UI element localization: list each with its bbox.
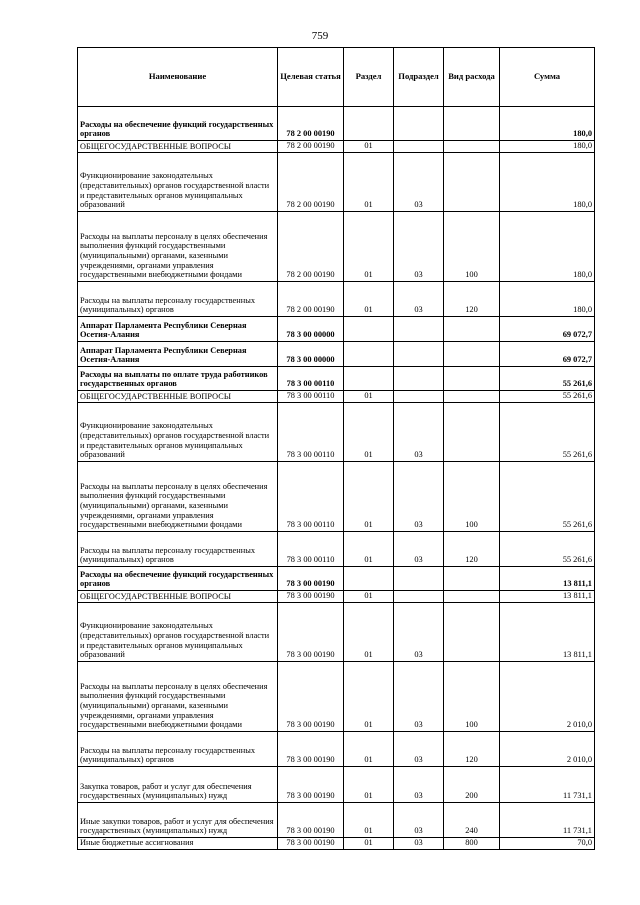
cell-expense-type bbox=[444, 107, 500, 141]
cell-section: 01 bbox=[344, 767, 394, 803]
cell-section: 01 bbox=[344, 141, 394, 153]
cell-expense-type bbox=[444, 603, 500, 662]
header-expense-type: Вид расхода bbox=[444, 48, 500, 107]
cell-section bbox=[344, 567, 394, 591]
cell-sum: 70,0 bbox=[500, 838, 595, 850]
cell-sum: 13 811,1 bbox=[500, 567, 595, 591]
table-row bbox=[78, 212, 595, 282]
cell-name: Расходы на выплаты персоналу государственных (муниципальных) органов bbox=[78, 732, 278, 767]
cell-name: Аппарат Парламента Республики Северная Осетия-Алания bbox=[78, 342, 278, 367]
cell-expense-type bbox=[444, 342, 500, 367]
cell-name: Аппарат Парламента Республики Северная Осетия-Алания bbox=[78, 317, 278, 342]
table-row bbox=[78, 732, 595, 767]
table-row bbox=[78, 391, 595, 403]
table-row bbox=[78, 282, 595, 317]
table-row bbox=[78, 591, 595, 603]
table-row bbox=[78, 342, 595, 367]
cell-subsection: 03 bbox=[394, 767, 444, 803]
cell-subsection: 03 bbox=[394, 153, 444, 212]
cell-sum: 13 811,1 bbox=[500, 591, 595, 603]
table-row bbox=[78, 662, 595, 732]
cell-target: 78 3 00 00110 bbox=[278, 462, 344, 532]
cell-sum: 55 261,6 bbox=[500, 367, 595, 391]
cell-subsection: 03 bbox=[394, 212, 444, 282]
cell-sum: 55 261,6 bbox=[500, 403, 595, 462]
header-target: Целевая статья bbox=[278, 48, 344, 107]
budget-table bbox=[77, 47, 595, 850]
cell-name: Расходы на обеспечение функций государственных органов bbox=[78, 567, 278, 591]
cell-section: 01 bbox=[344, 532, 394, 567]
cell-name: ОБЩЕГОСУДАРСТВЕННЫЕ ВОПРОСЫ bbox=[78, 591, 278, 603]
table-row bbox=[78, 462, 595, 532]
cell-expense-type: 100 bbox=[444, 212, 500, 282]
cell-sum: 55 261,6 bbox=[500, 462, 595, 532]
cell-name: Закупка товаров, работ и услуг для обеспечения государственных (муниципальных) нужд bbox=[78, 767, 278, 803]
table-row bbox=[78, 767, 595, 803]
cell-target: 78 3 00 00110 bbox=[278, 391, 344, 403]
table-row bbox=[78, 803, 595, 838]
cell-name: Функционирование законодательных (представительных) органов государственной власти и представительных органов муниципальных образований bbox=[78, 403, 278, 462]
cell-expense-type: 200 bbox=[444, 767, 500, 803]
cell-section: 01 bbox=[344, 732, 394, 767]
cell-name: Иные бюджетные ассигнования bbox=[78, 838, 278, 850]
table-row bbox=[78, 838, 595, 850]
cell-sum: 69 072,7 bbox=[500, 317, 595, 342]
cell-expense-type bbox=[444, 367, 500, 391]
cell-section: 01 bbox=[344, 212, 394, 282]
cell-subsection bbox=[394, 107, 444, 141]
cell-name: Расходы на выплаты персоналу в целях обеспечения выполнения функций государственными (муниципальными) органами, казенными учреждениями, органами управления государственными внебюджетными фондами bbox=[78, 212, 278, 282]
table-row bbox=[78, 532, 595, 567]
cell-expense-type: 240 bbox=[444, 803, 500, 838]
cell-name: Функционирование законодательных (представительных) органов государственной власти и представительных органов муниципальных образований bbox=[78, 603, 278, 662]
cell-name: ОБЩЕГОСУДАРСТВЕННЫЕ ВОПРОСЫ bbox=[78, 391, 278, 403]
cell-name: Расходы на выплаты персоналу государственных (муниципальных) органов bbox=[78, 282, 278, 317]
header-section: Раздел bbox=[344, 48, 394, 107]
cell-section: 01 bbox=[344, 662, 394, 732]
cell-expense-type bbox=[444, 567, 500, 591]
table-row bbox=[78, 141, 595, 153]
cell-section: 01 bbox=[344, 391, 394, 403]
cell-sum: 180,0 bbox=[500, 153, 595, 212]
cell-sum: 13 811,1 bbox=[500, 603, 595, 662]
cell-sum: 180,0 bbox=[500, 141, 595, 153]
cell-sum: 2 010,0 bbox=[500, 662, 595, 732]
cell-expense-type: 120 bbox=[444, 532, 500, 567]
cell-section: 01 bbox=[344, 282, 394, 317]
cell-section: 01 bbox=[344, 603, 394, 662]
table-row bbox=[78, 403, 595, 462]
cell-sum: 55 261,6 bbox=[500, 532, 595, 567]
table-row bbox=[78, 603, 595, 662]
cell-subsection bbox=[394, 342, 444, 367]
cell-expense-type: 100 bbox=[444, 662, 500, 732]
cell-subsection: 03 bbox=[394, 838, 444, 850]
cell-name: Расходы на выплаты персоналу государственных (муниципальных) органов bbox=[78, 532, 278, 567]
table-row bbox=[78, 567, 595, 591]
cell-expense-type: 100 bbox=[444, 462, 500, 532]
cell-expense-type: 800 bbox=[444, 838, 500, 850]
table-row bbox=[78, 107, 595, 141]
header-subsection: Подраздел bbox=[394, 48, 444, 107]
cell-section: 01 bbox=[344, 803, 394, 838]
cell-target: 78 3 00 00190 bbox=[278, 567, 344, 591]
cell-subsection: 03 bbox=[394, 403, 444, 462]
cell-sum: 180,0 bbox=[500, 282, 595, 317]
cell-sum: 11 731,1 bbox=[500, 767, 595, 803]
cell-sum: 11 731,1 bbox=[500, 803, 595, 838]
cell-name: Расходы на выплаты персоналу в целях обеспечения выполнения функций государственными (муниципальными) органами, казенными учреждениями, органами управления государственными внебюджетными фондами bbox=[78, 662, 278, 732]
cell-target: 78 3 00 00190 bbox=[278, 732, 344, 767]
cell-subsection: 03 bbox=[394, 603, 444, 662]
cell-target: 78 2 00 00190 bbox=[278, 141, 344, 153]
header-sum: Сумма bbox=[500, 48, 595, 107]
cell-expense-type: 120 bbox=[444, 282, 500, 317]
table-header-row bbox=[78, 48, 595, 107]
cell-subsection: 03 bbox=[394, 662, 444, 732]
cell-section bbox=[344, 317, 394, 342]
cell-section: 01 bbox=[344, 838, 394, 850]
cell-expense-type bbox=[444, 141, 500, 153]
table-row bbox=[78, 317, 595, 342]
cell-section bbox=[344, 342, 394, 367]
cell-sum: 180,0 bbox=[500, 107, 595, 141]
cell-target: 78 3 00 00190 bbox=[278, 603, 344, 662]
cell-target: 78 3 00 00190 bbox=[278, 591, 344, 603]
cell-name: Расходы на выплаты персоналу в целях обеспечения выполнения функций государственными (муниципальными) органами, казенными учреждениями, органами управления государственными внебюджетными фондами bbox=[78, 462, 278, 532]
cell-subsection: 03 bbox=[394, 282, 444, 317]
cell-sum: 2 010,0 bbox=[500, 732, 595, 767]
cell-sum: 69 072,7 bbox=[500, 342, 595, 367]
cell-name: Функционирование законодательных (представительных) органов государственной власти и представительных органов муниципальных образований bbox=[78, 153, 278, 212]
cell-subsection bbox=[394, 391, 444, 403]
cell-subsection: 03 bbox=[394, 532, 444, 567]
cell-subsection bbox=[394, 141, 444, 153]
cell-expense-type: 120 bbox=[444, 732, 500, 767]
cell-target: 78 3 00 00190 bbox=[278, 662, 344, 732]
cell-target: 78 3 00 00190 bbox=[278, 803, 344, 838]
cell-name: Расходы на обеспечение функций государственных органов bbox=[78, 107, 278, 141]
cell-name: Иные закупки товаров, работ и услуг для обеспечения государственных (муниципальных) нужд bbox=[78, 803, 278, 838]
cell-target: 78 3 00 00110 bbox=[278, 532, 344, 567]
cell-section bbox=[344, 367, 394, 391]
cell-section: 01 bbox=[344, 153, 394, 212]
table-body bbox=[78, 107, 595, 850]
cell-target: 78 3 00 00110 bbox=[278, 403, 344, 462]
cell-expense-type bbox=[444, 317, 500, 342]
cell-subsection bbox=[394, 317, 444, 342]
cell-subsection: 03 bbox=[394, 462, 444, 532]
cell-section: 01 bbox=[344, 462, 394, 532]
cell-expense-type bbox=[444, 403, 500, 462]
cell-name: Расходы на выплаты по оплате труда работников государственных органов bbox=[78, 367, 278, 391]
cell-sum: 180,0 bbox=[500, 212, 595, 282]
cell-subsection: 03 bbox=[394, 803, 444, 838]
header-name: Наименование bbox=[78, 48, 278, 107]
cell-target: 78 3 00 00190 bbox=[278, 838, 344, 850]
cell-target: 78 3 00 00000 bbox=[278, 317, 344, 342]
cell-target: 78 2 00 00190 bbox=[278, 107, 344, 141]
cell-subsection bbox=[394, 567, 444, 591]
cell-target: 78 3 00 00190 bbox=[278, 767, 344, 803]
cell-expense-type bbox=[444, 391, 500, 403]
cell-target: 78 2 00 00190 bbox=[278, 282, 344, 317]
cell-name: ОБЩЕГОСУДАРСТВЕННЫЕ ВОПРОСЫ bbox=[78, 141, 278, 153]
cell-target: 78 3 00 00000 bbox=[278, 342, 344, 367]
table-row bbox=[78, 153, 595, 212]
cell-target: 78 3 00 00110 bbox=[278, 367, 344, 391]
table-row bbox=[78, 367, 595, 391]
cell-target: 78 2 00 00190 bbox=[278, 212, 344, 282]
page-number: 759 bbox=[311, 30, 329, 42]
cell-expense-type bbox=[444, 591, 500, 603]
cell-section: 01 bbox=[344, 403, 394, 462]
cell-section bbox=[344, 107, 394, 141]
cell-subsection: 03 bbox=[394, 732, 444, 767]
cell-expense-type bbox=[444, 153, 500, 212]
cell-subsection bbox=[394, 591, 444, 603]
cell-sum: 55 261,6 bbox=[500, 391, 595, 403]
cell-subsection bbox=[394, 367, 444, 391]
cell-section: 01 bbox=[344, 591, 394, 603]
cell-target: 78 2 00 00190 bbox=[278, 153, 344, 212]
